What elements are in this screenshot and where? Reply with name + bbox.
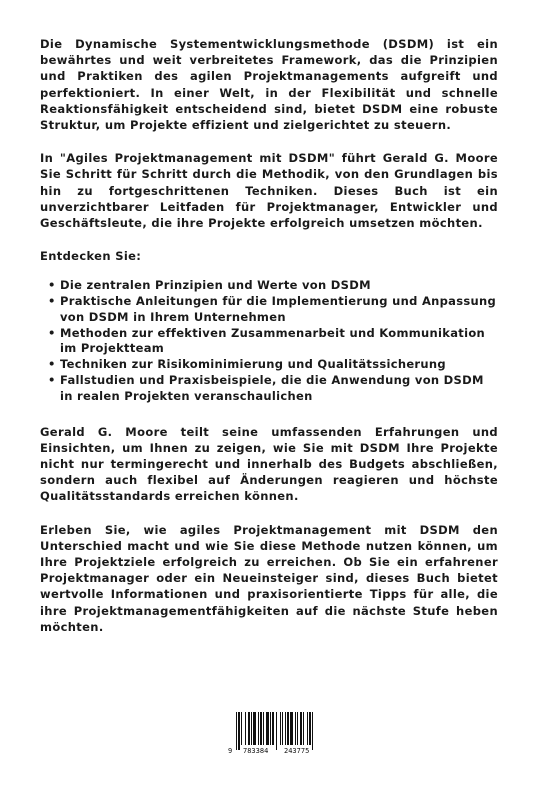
barcode-bar <box>248 712 250 745</box>
intro-paragraph-2: In "Agiles Projektmanagement mit DSDM" führt Gerald G. Moore Sie Schritt für Schritt durch die Methodik, von den Grundlagen bis hin zu fortgeschrittenen Techniken. Dieses Buch ist ein unverzichtbarer Leitfaden für Projektmanager, Entwickler und Geschäftsleute, die ihre Projekte erfolgreich umsetzen möchten. <box>40 151 498 231</box>
barcode-bar <box>282 712 283 745</box>
isbn-barcode <box>226 712 328 756</box>
feature-list <box>40 278 498 404</box>
barcode-bar <box>297 712 298 745</box>
barcode-bar <box>241 712 242 745</box>
barcode-bar <box>266 712 269 745</box>
list-item: • Techniken zur Risikominimierung und Qualitätssicherung <box>48 357 498 373</box>
discover-heading: Entdecken Sie: <box>40 249 142 264</box>
intro-paragraph-1: Die Dynamische Systementwicklungsmethode (DSDM) ist ein bewährtes und weit verbreitetes Framework, das die Prinzipien und Praktiken des agilen Projektmanagements aufgreift und perfektioniert. In einer Welt, in der Flexibilität und schnelle Reaktionsfähigkeit entscheidend sind, bietet DSDM eine robuste Struktur, um Projekte effizient und zielgerichtet zu steuern. <box>40 37 498 133</box>
barcode-bar <box>258 712 259 745</box>
barcode-bar <box>270 712 271 745</box>
barcode-bar <box>285 712 286 745</box>
barcode-digits-left: 783384 <box>243 747 269 755</box>
barcode-bar <box>260 712 262 745</box>
list-item: • Fallstudien und Praxisbeispiele, die die Anwendung von DSDM in realen Projekten veranschaulichen <box>48 373 498 405</box>
barcode-digits <box>226 746 328 756</box>
list-item: • Die zentralen Prinzipien und Werte von DSDM <box>48 278 498 294</box>
barcode-bar <box>303 712 304 745</box>
closing-paragraph-2: Erleben Sie, wie agiles Projektmanagement mit DSDM den Unterschied macht und wie Sie diese Methode nutzen können, um Ihre Projektziele erfolgreich zu erreichen. Ob Sie ein erfahrener Projektmanager oder ein Neueinsteiger sind, dieses Buch bietet wertvolle Informationen und praxisorientierte Tipps für alle, die ihre Projektmanagementfähigkeiten auf die nächste Stufe heben möchten. <box>40 522 498 634</box>
barcode-bar <box>280 712 281 745</box>
list-item: • Praktische Anleitungen für die Implementierung und Anpassung von DSDM in Ihrem Unternehmen <box>48 294 498 326</box>
barcode-bar <box>272 712 274 745</box>
barcode-bar <box>253 712 256 745</box>
barcode-bar <box>309 712 311 745</box>
barcode-bar <box>276 712 277 750</box>
list-item: • Methoden zur effektiven Zusammenarbeit und Kommunikation im Projektteam <box>48 326 498 358</box>
barcode-bar <box>245 712 246 745</box>
barcode-bar <box>263 712 264 745</box>
barcode-bar <box>312 712 313 750</box>
barcode-bar <box>251 712 252 745</box>
barcode-digit-first: 9 <box>228 747 233 755</box>
barcode-bar <box>290 712 293 745</box>
closing-paragraph-1: Gerald G. Moore teilt seine umfassenden Erfahrungen und Einsichten, um Ihnen zu zeigen, wie Sie mit DSDM Ihre Projekte nicht nur termingerecht und innerhalb des Budgets abschließen, sondern auch flexibel auf Änderungen reagieren und höchste Qualitätsstandards erreichen können. <box>40 424 498 504</box>
barcode-bar <box>287 712 289 745</box>
barcode-bar <box>307 712 308 745</box>
barcode-bar <box>238 712 240 750</box>
barcode-bar <box>236 712 237 750</box>
back-cover-text <box>40 36 498 652</box>
barcode-bar <box>300 712 302 745</box>
barcode-bar <box>295 712 296 745</box>
barcode-digits-right: 243775 <box>284 747 310 755</box>
